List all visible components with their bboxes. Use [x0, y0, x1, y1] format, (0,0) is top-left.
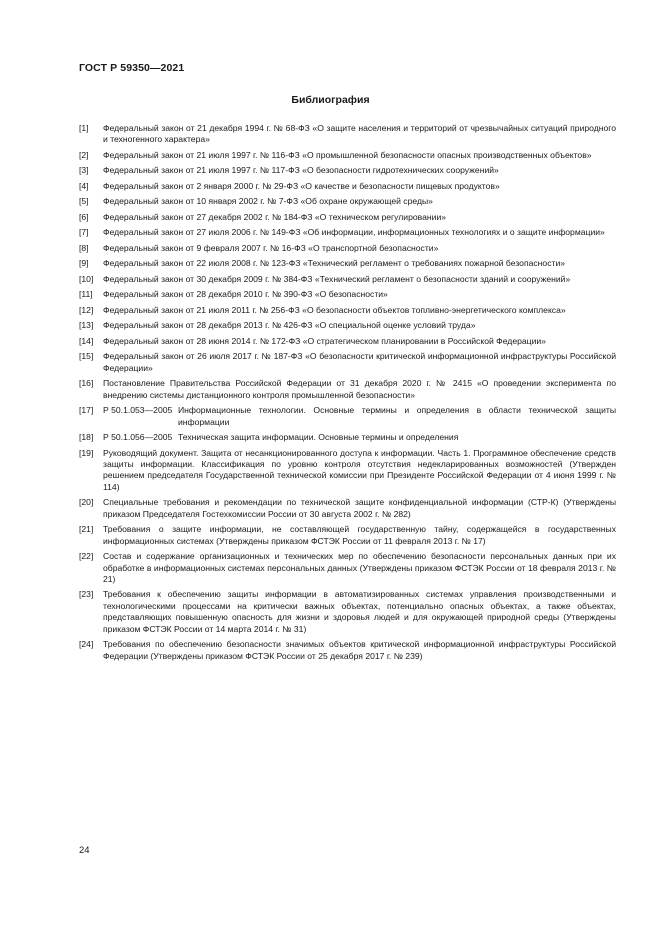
entry-number: [20]	[79, 497, 94, 508]
entry-text: Федеральный закон от 2 января 2000 г. № 29-ФЗ «О качестве и безопасности пищевых продуктов»	[103, 180, 500, 191]
entry-number: [2]	[79, 149, 89, 160]
bibliography-entry	[79, 497, 616, 520]
bibliography-entry	[79, 351, 616, 374]
bibliography-entry	[79, 378, 616, 401]
bibliography-entry	[79, 336, 616, 347]
bibliography-entry	[79, 181, 616, 192]
bibliography-entry	[79, 405, 616, 428]
bibliography-entry	[79, 196, 616, 207]
entry-number: [1]	[79, 123, 89, 133]
entry-number: [5]	[79, 196, 89, 207]
standard-title: Информационные технологии. Основные термины и определения в области технической защиты информации	[178, 405, 616, 427]
bibliography-entry	[79, 551, 616, 585]
bibliography-entry	[79, 639, 616, 662]
entry-number: [3]	[79, 165, 89, 176]
entry-text: Федеральный закон от 21 июля 1997 г. № 116-ФЗ «О промышленной безопасности опасных производственных объектов»	[103, 149, 592, 160]
entry-number: [19]	[79, 447, 94, 458]
entry-text: Состав и содержание организационных и технических мер по обеспечению безопасности персональных данных при их обработке в информационных системах персональных данных (Утверждены приказом ФСТЭК России от 18 февраля 2013 г. № 21)	[103, 551, 616, 584]
entry-number: [23]	[79, 589, 94, 600]
entry-text: Специальные требования и рекомендации по технической защите конфиденциальной информации (СТР-К) (Утверждены приказом Председателя Гостехкомиссии России от 30 августа 2002 г. № 282)	[103, 497, 616, 519]
entry-text: Федеральный закон от 10 января 2002 г. № 7-ФЗ «Об охране окружающей среды»	[103, 196, 433, 207]
standard-title: Техническая защита информации. Основные термины и определения	[178, 432, 459, 443]
entry-number: [14]	[79, 335, 94, 346]
entry-number: [24]	[79, 639, 94, 650]
bibliography-entry	[79, 432, 616, 443]
bibliography-list	[79, 123, 616, 666]
entry-number: [22]	[79, 551, 94, 562]
entry-text: Федеральный закон от 26 июля 2017 г. № 187-ФЗ «О безопасности критической информационной инфраструктуры Российской Федерации»	[103, 351, 616, 373]
entry-number: [6]	[79, 211, 89, 222]
bibliography-entry	[79, 150, 616, 161]
entry-number: [13]	[79, 320, 94, 331]
bibliography-entry	[79, 258, 616, 269]
entry-text: Федеральный закон от 28 декабря 2013 г. № 426-ФЗ «О специальной оценке условий труда»	[103, 320, 476, 331]
entry-number: [8]	[79, 242, 89, 253]
bibliography-entry	[79, 305, 616, 316]
bibliography-title: Библиография	[291, 94, 370, 106]
bibliography-entry	[79, 165, 616, 176]
entry-text	[103, 405, 616, 428]
bibliography-entry	[79, 589, 616, 635]
entry-text: Федеральный закон от 21 декабря 1994 г. № 68-ФЗ «О защите населения и территорий от чрезвычайных ситуаций природного и техногенного характера»	[103, 123, 616, 145]
entry-number: [21]	[79, 524, 94, 535]
bibliography-entry	[79, 123, 616, 146]
page-number: 24	[79, 845, 90, 856]
entry-number: [7]	[79, 227, 89, 238]
bibliography-entry	[79, 289, 616, 300]
entry-number: [12]	[79, 304, 94, 315]
entry-number: [15]	[79, 351, 94, 362]
bibliography-entry	[79, 227, 616, 238]
entry-text: Федеральный закон от 21 июля 2011 г. № 256-ФЗ «О безопасности объектов топливно-энергетического комплекса»	[103, 304, 566, 315]
entry-number: [10]	[79, 273, 94, 284]
entry-number: [16]	[79, 378, 94, 389]
entry-text: Федеральный закон от 9 февраля 2007 г. № 16-ФЗ «О транспортной безопасности»	[103, 242, 439, 253]
bibliography-entry	[79, 212, 616, 223]
entry-text: Федеральный закон от 28 декабря 2010 г. № 390-ФЗ «О безопасности»	[103, 289, 388, 300]
bibliography-entry	[79, 524, 616, 547]
entry-text: Требования к обеспечению защиты информации в автоматизированных системах управления производственными и технологическими процессами на критически важных объектах, потенциально опасных объектах, а также объектах, представляющих повышенную опасность для жизни и здоровья людей и для окружающей природной среды (Утверждены приказом ФСТЭК России от 14 марта 2014 г. № 31)	[103, 589, 616, 634]
bibliography-entry	[79, 243, 616, 254]
document-code-header: ГОСТ Р 59350—2021	[79, 62, 185, 74]
entry-number: [11]	[79, 289, 93, 300]
entry-text: Постановление Правительства Российской Федерации от 31 декабря 2020 г. № 2415 «О проведении эксперимента по внедрению системы дистанционного контроля промышленной безопасности»	[103, 378, 616, 400]
standard-code: Р 50.1.056—2005	[103, 432, 173, 443]
entry-text: Федеральный закон от 28 июня 2014 г. № 172-ФЗ «О стратегическом планировании в Российской Федерации»	[103, 335, 546, 346]
entry-text: Требования по обеспечению безопасности значимых объектов критической информационной инфраструктуры Российской Федерации (Утверждены приказом ФСТЭК России от 25 декабря 2017 г. № 239)	[103, 639, 616, 661]
entry-text: Руководящий документ. Защита от несанкционированного доступа к информации. Часть 1. Программное обеспечение средств защиты информации. Классификация по уровню контроля отсутствия недекларированных возможностей (Утвержден решением председателя Государственной технической комиссии при Президенте Российской Федерации от 4 июня 1999 г. № 114)	[103, 447, 616, 492]
entry-text: Федеральный закон от 27 декабря 2002 г. № 184-ФЗ «О техническом регулировании»	[103, 211, 447, 222]
entry-text: Федеральный закон от 21 июля 1997 г. № 117-ФЗ «О безопасности гидротехнических сооружений»	[103, 165, 499, 176]
entry-number: [17]	[79, 405, 94, 416]
entry-text	[103, 432, 616, 443]
bibliography-entry	[79, 274, 616, 285]
entry-text: Федеральный закон от 30 декабря 2009 г. № 384-ФЗ «Технический регламент о безопасности зданий и сооружений»	[103, 273, 571, 284]
entry-text: Требования о защите информации, не составляющей государственную тайну, содержащейся в государственных информационных системах (Утверждены приказом ФСТЭК России от 11 февраля 2013 г. № 17)	[103, 524, 616, 546]
standard-code: Р 50.1.053—2005	[103, 405, 173, 416]
entry-number: [18]	[79, 432, 94, 443]
entry-number: [9]	[79, 258, 89, 269]
bibliography-entry	[79, 320, 616, 331]
entry-text: Федеральный закон от 27 июля 2006 г. № 149-ФЗ «Об информации, информационных технологиях и о защите информации»	[103, 227, 605, 238]
bibliography-entry	[79, 448, 616, 494]
entry-number: [4]	[79, 180, 89, 191]
entry-text: Федеральный закон от 22 июля 2008 г. № 123-ФЗ «Технический регламент о требованиях пожарной безопасности»	[103, 258, 566, 269]
